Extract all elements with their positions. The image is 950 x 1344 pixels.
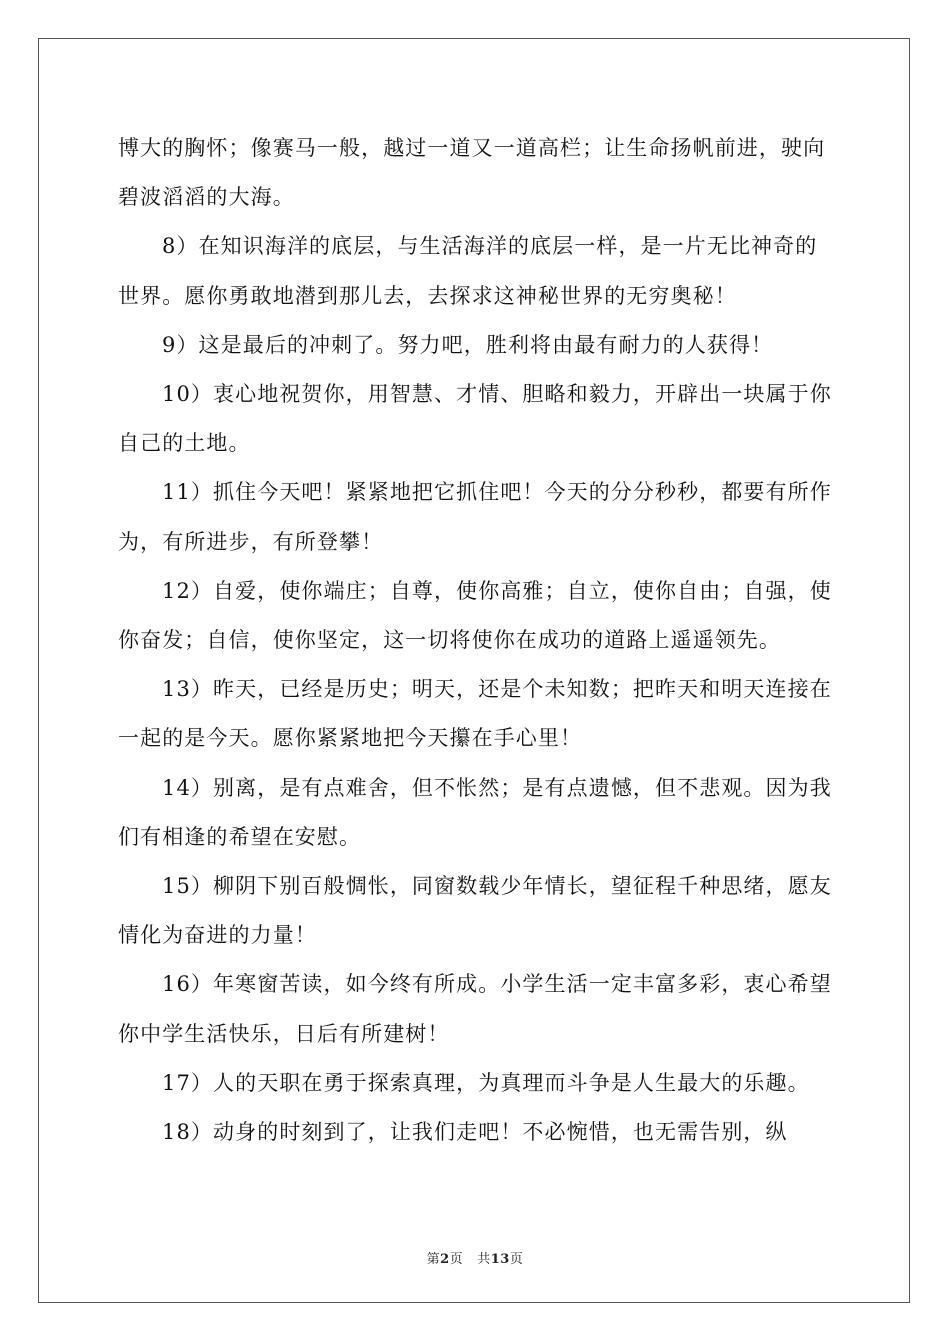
list-item-15: 15）柳阴下别百般惆怅，同窗数载少年情长，望征程千种思绪，愿友情化为奋进的力量！ <box>118 874 832 948</box>
paragraph-continued: 博大的胸怀；像赛马一般，越过一道又一道高栏；让生命扬帆前进，驶向碧波滔滔的大海。 <box>118 136 826 210</box>
list-item-18: 18）动身的时刻到了，让我们走吧！不必惋惜，也无需告别，纵 <box>162 1120 788 1145</box>
page-footer <box>0 1248 950 1267</box>
page-suffix: 页 <box>449 1252 464 1267</box>
page-prefix: 第 <box>426 1252 441 1267</box>
list-item-9: 9）这是最后的冲刺了。努力吧，胜利将由最有耐力的人获得！ <box>162 332 774 357</box>
list-item-8: 8）在知识海洋的底层，与生活海洋的底层一样，是一片无比神奇的世界。愿你勇敢地潜到那儿去，去探求这神秘世界的无穷奥秘！ <box>118 234 818 308</box>
document-body <box>118 124 838 1157</box>
total-pages: 13 <box>490 1252 510 1267</box>
list-item-16: 16）年寒窗苦读，如今终有所成。小学生活一定丰富多彩，衷心希望你中学生活快乐，日后有所建树！ <box>118 972 832 1046</box>
list-item-17: 17）人的天职在勇于探索真理，为真理而斗争是人生最大的乐趣。 <box>162 1070 810 1095</box>
list-item-14: 14）别离，是有点难舍，但不怅然；是有点遗憾，但不悲观。因为我们有相逢的希望在安慰。 <box>118 775 832 849</box>
list-item-13: 13）昨天，已经是历史；明天，还是个未知数；把昨天和明天连接在一起的是今天。愿你紧紧地把今天攥在手心里！ <box>118 677 832 751</box>
page-number: 2 <box>440 1252 450 1267</box>
total-prefix: 共 <box>477 1252 491 1267</box>
list-item-11: 11）抓住今天吧！紧紧地把它抓住吧！今天的分分秒秒，都要有所作为，有所进步，有所登攀！ <box>118 480 832 554</box>
list-item-12: 12）自爱，使你端庄；自尊，使你高雅；自立，使你自由；自强，使你奋发；自信，使你坚定，这一切将使你在成功的道路上遥遥领先。 <box>118 578 832 653</box>
list-item-10: 10）衷心地祝贺你，用智慧、才情、胆略和毅力，开辟出一块属于你自己的土地。 <box>118 382 832 456</box>
total-suffix: 页 <box>509 1252 524 1267</box>
